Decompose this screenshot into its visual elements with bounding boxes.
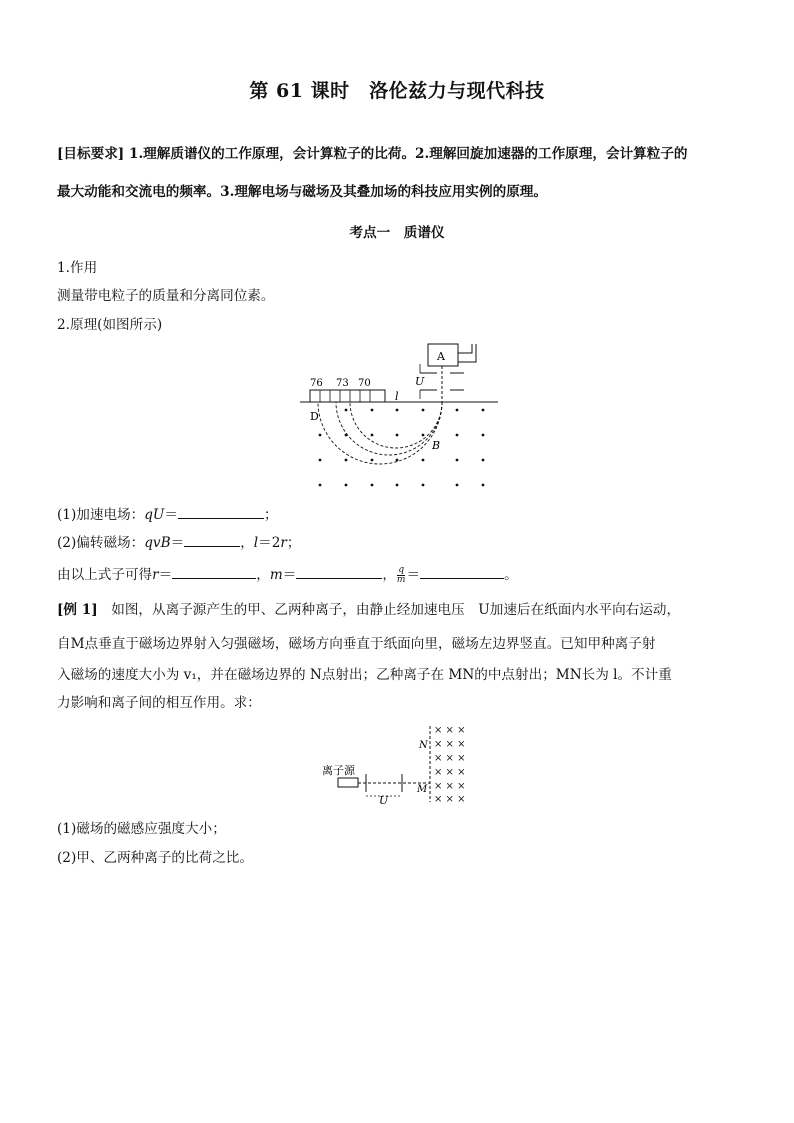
formula-2-eq: ＝ (170, 535, 185, 551)
formula-2-expr: qvB (144, 535, 171, 551)
answer-blank-5[interactable] (420, 564, 504, 579)
section-heading: 考点一 质谱仪 (349, 225, 445, 241)
inlet-pipe (458, 344, 476, 362)
formula-3-r: r (152, 567, 159, 583)
fraction-numerator: q (398, 565, 405, 575)
ion-source-box (338, 778, 358, 787)
example-line-4: 力影响和离子间的相互作用。求： (57, 695, 261, 711)
ion-source-figure (320, 722, 476, 814)
formula-1-end: ； (264, 507, 278, 523)
formula-3 (57, 564, 518, 585)
label-N: N (419, 740, 428, 751)
label-M: M (417, 784, 428, 795)
label-B: B (432, 439, 441, 452)
objectives-tag: [目标要求] (57, 146, 125, 162)
item1-heading: 1.作用 (57, 260, 98, 276)
formula-1-expr: qU (144, 507, 165, 523)
objectives-line-1 (57, 144, 688, 164)
formula-1-eq: ＝ (164, 507, 178, 523)
formula-3-end: 。 (504, 567, 518, 583)
svg-text:× × ×: × × × (434, 739, 466, 750)
label-D: D (310, 410, 319, 423)
example-line-2: 自M点垂直于磁场边界射入匀强磁场，磁场方向垂直于纸面向里，磁场左边界竖直。已知甲种离子射 (57, 636, 656, 652)
scale-label-70: 70 (358, 378, 371, 389)
svg-text:× × ×: × × × (434, 725, 466, 736)
trajectory-middle (336, 402, 442, 455)
formula-3-eq1: ＝ (158, 567, 173, 583)
formula-1 (57, 504, 278, 525)
formula-3-m: m (269, 567, 283, 583)
scale-label-76: 76 (310, 378, 323, 389)
example-tag: [例 1] (57, 602, 98, 618)
formula-1-prefix: (1)加速电场： (57, 507, 145, 523)
answer-blank-4[interactable] (296, 564, 382, 579)
formula-2-prefix: (2)偏转磁场： (57, 535, 145, 551)
formula-2-r: r (280, 535, 287, 551)
svg-text:× × ×: × × × (434, 794, 466, 805)
formula-3-sep1: ， (256, 567, 270, 583)
page-title: 第 61 课时 洛伦兹力与现代科技 (249, 80, 545, 102)
question-1: (1)磁场的磁感应强度大小； (57, 821, 226, 837)
formula-2-l: l (253, 535, 259, 551)
svg-text:× × ×: × × × (434, 781, 466, 792)
formula-3-eq2: ＝ (282, 567, 297, 583)
svg-text:× × ×: × × × (434, 753, 466, 764)
formula-3-prefix: 由以上式子可得 (57, 567, 153, 583)
fraction-denominator: m (396, 575, 406, 585)
example-text-1: 如图，从离子源产生的甲、乙两种离子，由静止经加速电压 U加速后在纸面内水平向右运动， (97, 602, 681, 618)
label-U2: U (379, 794, 389, 807)
example-line-3: 入磁场的速度大小为 v₁，并在磁场边界的 N点射出；乙种离子在 MN的中点射出；MN长为 l。不计重 (57, 667, 672, 683)
label-A: A (437, 350, 445, 363)
objectives-text-1: 1.理解质谱仪的工作原理，会计算粒子的比荷。2.理解回旋加速器的工作原理，会计算粒子的 (124, 146, 688, 162)
question-2: (2)甲、乙两种离子的比荷之比。 (57, 850, 253, 866)
item2-heading: 2.原理(如图所示) (57, 317, 163, 333)
label-ion-source: 离子源 (322, 764, 355, 777)
scale-label-73: 73 (336, 378, 349, 389)
objectives-line-2: 最大动能和交流电的频率。3.理解电场与磁场及其叠加场的科技应用实例的原理。 (57, 184, 547, 200)
formula-3-eq3: ＝ (406, 567, 421, 583)
formula-2 (57, 532, 301, 553)
formula-3-sep2: ， (382, 567, 396, 583)
formula-2-sep: ， (240, 535, 254, 551)
example-line-1 (57, 600, 680, 620)
formula-2-l-eq: ＝2 (258, 535, 281, 551)
mass-spectrometer-figure (300, 338, 500, 498)
item1-text: 测量带电粒子的质量和分离同位素。 (57, 288, 275, 304)
label-l: l (395, 390, 399, 403)
answer-blank-3[interactable] (172, 564, 256, 579)
field-crosses (434, 725, 466, 805)
detector-plate (310, 390, 385, 402)
answer-blank-1[interactable] (178, 504, 264, 519)
formula-2-end: ； (286, 535, 301, 551)
answer-blank-2[interactable] (184, 532, 240, 547)
svg-text:× × ×: × × × (434, 767, 466, 778)
charge-mass-fraction (397, 566, 406, 585)
label-U: U (415, 375, 425, 388)
